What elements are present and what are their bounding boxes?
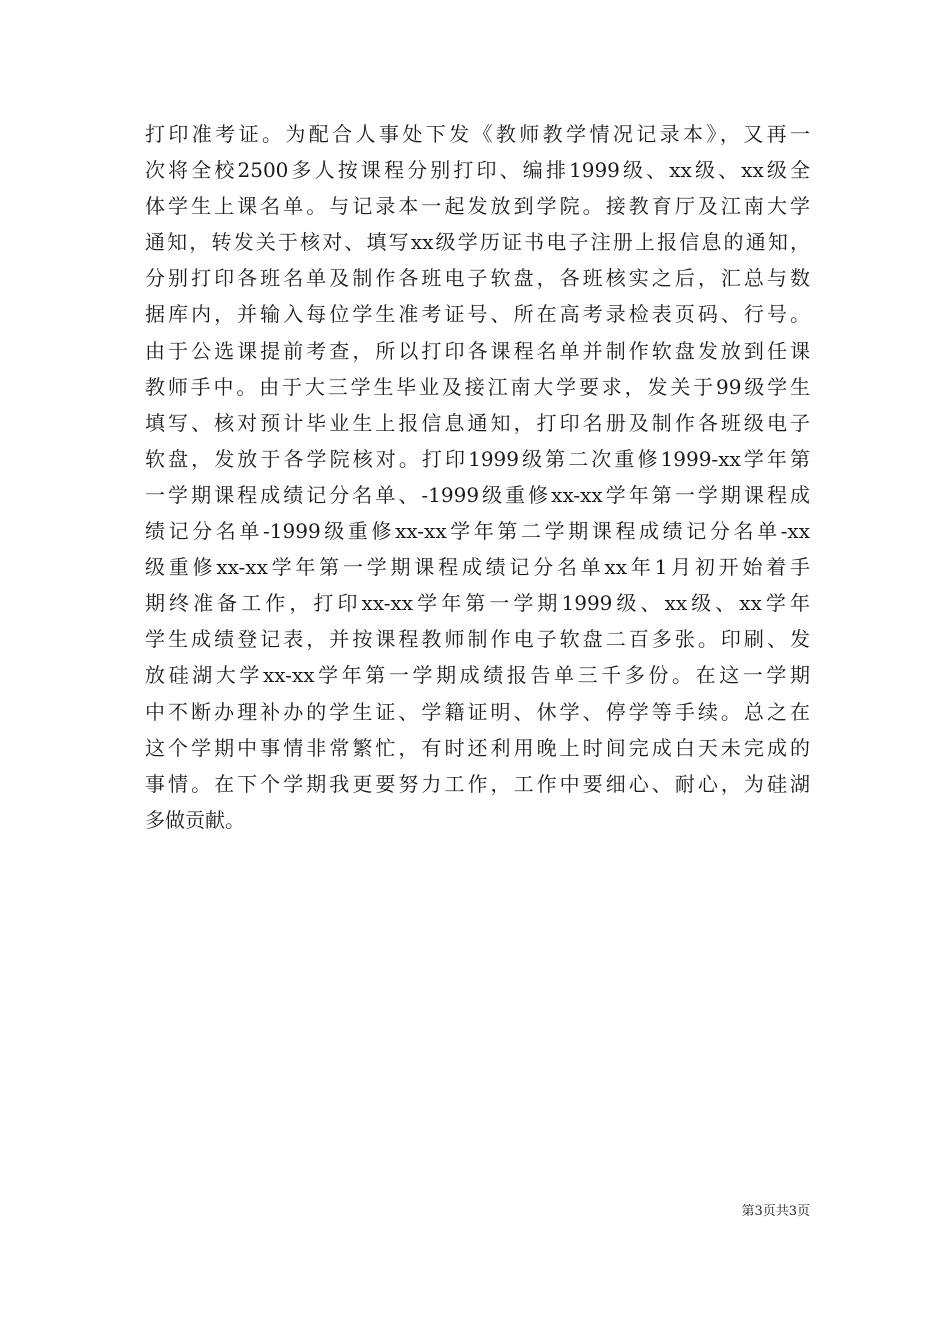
text-line: 期终准备工作，打印xx-xx学年第一学期1999级、xx级、xx学年 xyxy=(145,591,810,616)
text-line: 体学生上课名单。与记录本一起发放到学院。接教育厅及江南大学 xyxy=(145,194,810,219)
text-line: 软盘，发放于各学院核对。打印1999级第二次重修1999-xx学年第 xyxy=(145,446,810,471)
text-line: 据库内，并输入每位学生准考证号、所在高考录检表页码、行号。 xyxy=(145,302,810,327)
text-line: 事情。在下个学期我更要努力工作，工作中要细心、耐心，为硅湖 xyxy=(145,771,810,796)
text-line: 中不断办理补办的学生证、学籍证明、休学、停学等手续。总之在 xyxy=(145,699,810,724)
page-number: 第3页共3页 xyxy=(741,1204,810,1219)
text-line: 级重修xx-xx学年第一学期课程成绩记分名单xx年1月初开始着手 xyxy=(145,555,810,580)
text-line: 分别打印各班名单及制作各班电子软盘，各班核实之后，汇总与数 xyxy=(145,266,810,291)
text-line: 打印准考证。为配合人事处下发《教师教学情况记录本》，又再一 xyxy=(145,122,810,146)
body-paragraph xyxy=(145,116,810,838)
text-line: 通知，转发关于核对、填写xx级学历证书电子注册上报信息的通知， xyxy=(145,230,810,255)
text-line: 填写、核对预计毕业生上报信息通知，打印名册及制作各班级电子 xyxy=(145,410,810,435)
text-line: 次将全校2500多人按课程分别打印、编排1999级、xx级、xx级全 xyxy=(145,158,810,183)
text-line: 这个学期中事情非常繁忙，有时还利用晚上时间完成白天未完成的 xyxy=(145,735,810,760)
text-line: 由于公选课提前考查，所以打印各课程名单并制作软盘发放到任课 xyxy=(145,338,810,363)
text-line: 多做贡献。 xyxy=(145,807,245,832)
text-line: 教师手中。由于大三学生毕业及接江南大学要求，发关于99级学生 xyxy=(145,374,810,399)
text-line: 一学期课程成绩记分名单、-1999级重修xx-xx学年第一学期课程成 xyxy=(145,482,810,507)
text-line: 学生成绩登记表，并按课程教师制作电子软盘二百多张。印刷、发 xyxy=(145,627,810,652)
text-line: 绩记分名单-1999级重修xx-xx学年第二学期课程成绩记分名单-xx xyxy=(145,519,810,544)
text-line: 放硅湖大学xx-xx学年第一学期成绩报告单三千多份。在这一学期 xyxy=(145,663,810,688)
